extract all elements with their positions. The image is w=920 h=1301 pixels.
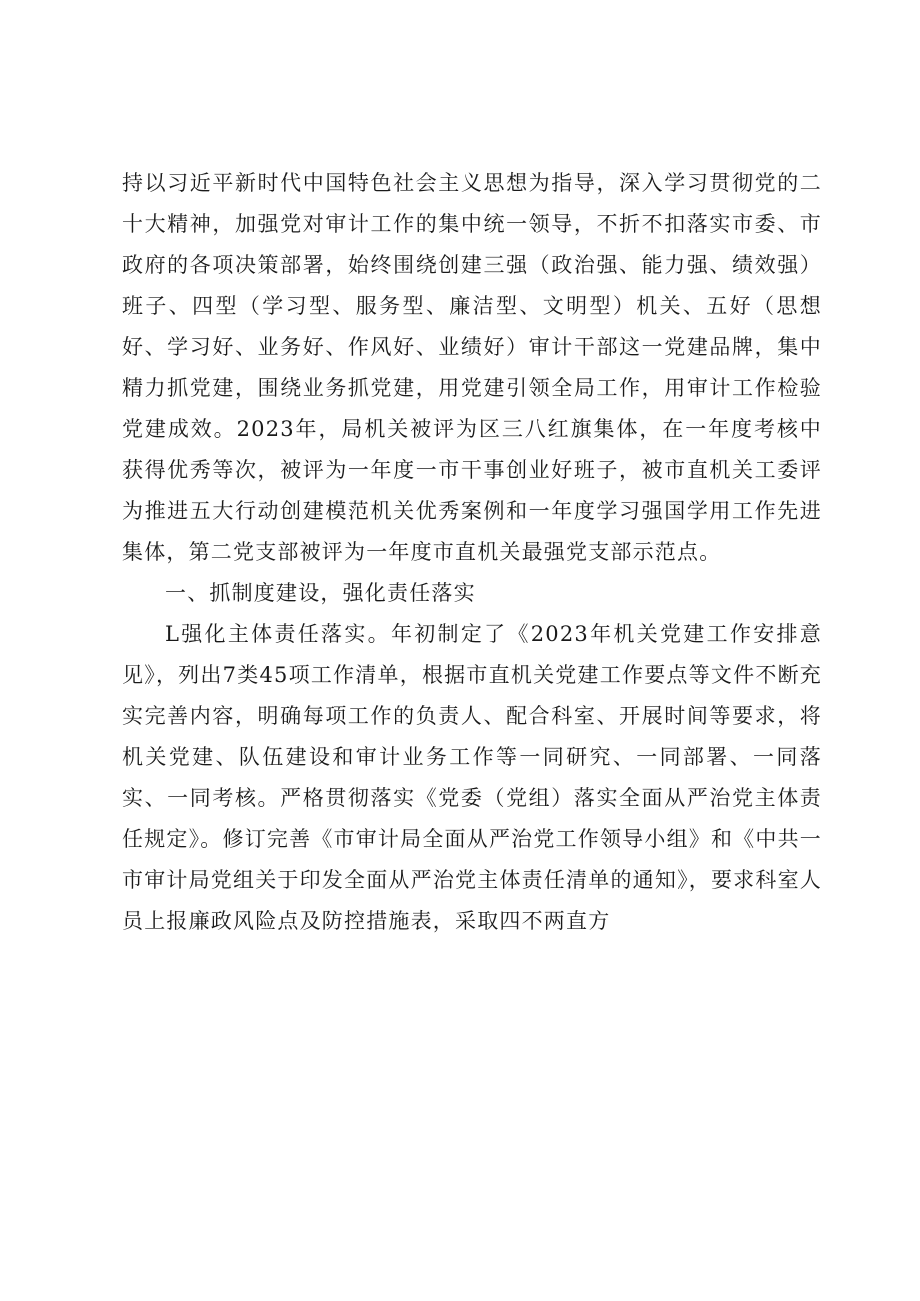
body-paragraph-2: L强化主体责任落实。年初制定了《2023年机关党建工作安排意见》，列出7类45项工作清单，根据市直机关党建工作要点等文件不断充实完善内容，明确每项工作的负责人、配合科室、开展时间等要求，将机关党建、队伍建设和审计业务工作等一同研究、一同部署、一同落实、一同考核。严格贯彻落实《党委（党组）落实全面从严治党主体责任规定》。修订完善《市审计局全面从严治党工作领导小组》和《中共一市审计局党组关于印发全面从严治党主体责任清单的通知》，要求科室人员上报廉政风险点及防控措施表，采取四不两直方 — [122, 622, 822, 933]
section-heading: 一、抓制度建设，强化责任落实 — [165, 581, 476, 605]
body-paragraph-1: 持以习近平新时代中国特色社会主义思想为指导，深入学习贯彻党的二十大精神，加强党对审计工作的集中统一领导，不折不扣落实市委、市政府的各项决策部署，始终围绕创建三强（政治强、能力强、绩效强）班子、四型（学习型、服务型、廉洁型、文明型）机关、五好（思想好、学习好、业务好、作风好、业绩好）审计干部这一党建品牌，集中精力抓党建，围绕业务抓党建，用党建引领全局工作，用审计工作检验党建成效。2023年，局机关被评为区三八红旗集体，在一年度考核中获得优秀等次，被评为一年度一市干事创业好班子，被市直机关工委评为推进五大行动创建模范机关优秀案例和一年度学习强国学用工作先进集体，第二党支部被评为一年度市直机关最强党支部示范点。 — [122, 171, 822, 564]
document-body — [122, 163, 822, 942]
